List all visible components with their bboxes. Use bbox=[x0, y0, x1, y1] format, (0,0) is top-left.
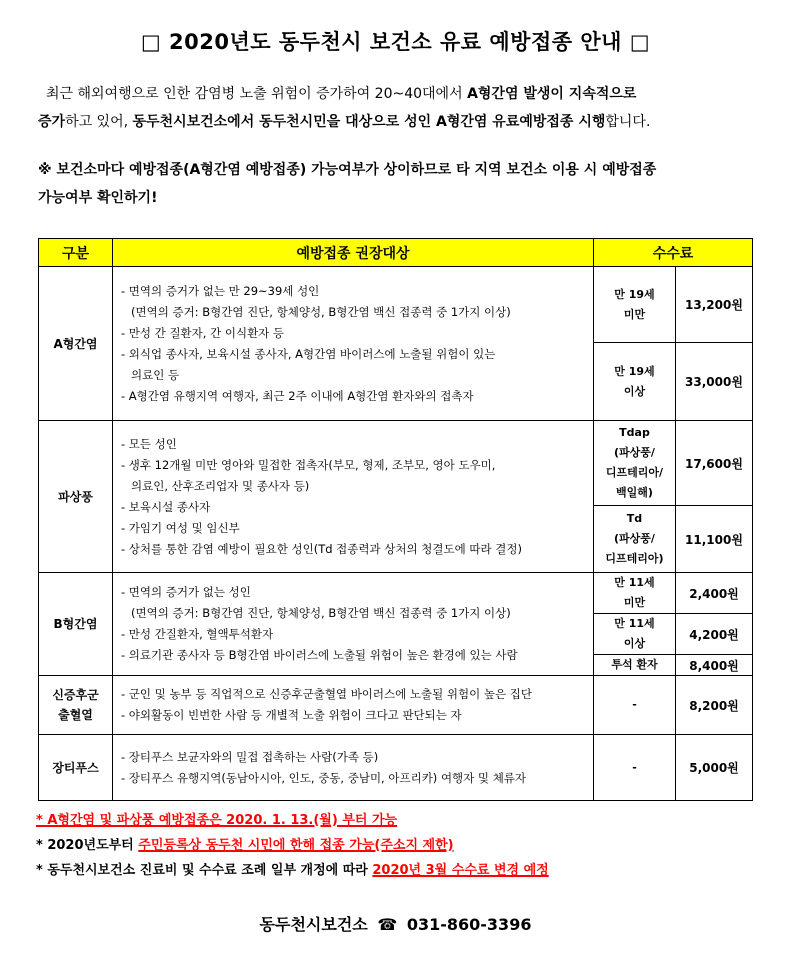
phone-icon: ☎ bbox=[377, 915, 398, 934]
age-group-cell: 만 19세 미만 bbox=[594, 267, 676, 343]
notice-line: ※ 보건소마다 예방접종(A형간염 예방접종) 가능여부가 상이하므로 타 지역 보건소 이용 시 예방접종 bbox=[38, 162, 657, 178]
target-line: - 의료기관 종사자 등 B형간염 바이러스에 노출될 위험이 높은 환경에 있는 사람 bbox=[121, 648, 518, 662]
table-header-row bbox=[39, 239, 753, 267]
age-group-cell: Td (파상풍/ 디프테리아) bbox=[594, 506, 676, 573]
target-line: - 만성 간 질환자, 간 이식환자 등 bbox=[121, 325, 285, 340]
intro-text: 합니다. bbox=[605, 114, 651, 130]
footnote-start-date: * A형간염 및 파상풍 예방접종은 2020. 1. 13.(월) 부터 가능 bbox=[36, 813, 398, 828]
footnote-residency: * 2020년도부터 주민등록상 동두천 시민에 한해 접종 가능(주소지 제한) bbox=[36, 838, 454, 853]
fee-cell: 17,600원 bbox=[676, 421, 753, 506]
organization-name: 동두천시보건소 bbox=[259, 915, 368, 934]
header-category: 구분 bbox=[39, 239, 113, 267]
category-cell: A형간염 bbox=[39, 267, 113, 421]
target-line: - 면역의 증거가 없는 성인 bbox=[121, 585, 251, 599]
table-row bbox=[39, 267, 753, 343]
intro-text: 하고 있어, bbox=[65, 114, 133, 130]
target-line: 의료인, 산후조리업자 및 종사자 등) bbox=[131, 478, 310, 493]
fee-cell: 8,200원 bbox=[676, 676, 753, 735]
target-line: - 군인 및 농부 등 직업적으로 신증후군출혈열 바이러스에 노출될 위험이 높은 집단 bbox=[121, 687, 532, 701]
table-row bbox=[39, 735, 753, 801]
fee-cell: 11,100원 bbox=[676, 506, 753, 573]
target-line: - 야외활동이 빈번한 사람 등 개별적 노출 위험이 크다고 판단되는 자 bbox=[121, 708, 462, 722]
intro-text: 최근 해외여행으로 인한 감염병 노출 위험이 증가하여 20~40대에서 bbox=[46, 86, 468, 102]
age-group-cell: - bbox=[594, 735, 676, 801]
target-cell bbox=[113, 267, 594, 421]
target-cell bbox=[113, 573, 594, 676]
target-line: - 장티푸스 보균자와의 밀접 접촉하는 사람(가족 등) bbox=[121, 749, 379, 764]
header-target: 예방접종 권장대상 bbox=[113, 239, 594, 267]
fee-cell: 33,000원 bbox=[676, 343, 753, 421]
target-line: 의료인 등 bbox=[131, 367, 180, 382]
category-cell: 신증후군 출혈열 bbox=[39, 676, 113, 735]
category-cell: 파상풍 bbox=[39, 421, 113, 573]
age-group-cell: 만 11세 이상 bbox=[594, 614, 676, 655]
page-title: □ 2020년도 동두천시 보건소 유료 예방접종 안내 □ bbox=[140, 30, 651, 54]
age-group-cell: Tdap (파상풍/ 디프테리아/ 백일해) bbox=[594, 421, 676, 506]
table-row bbox=[39, 421, 753, 506]
intro-emphasis: 증가 bbox=[38, 114, 66, 130]
target-cell bbox=[113, 735, 594, 801]
table-row bbox=[39, 676, 753, 735]
target-line: - A형간염 유행지역 여행자, 최근 2주 이내에 A형간염 환자와의 접촉자 bbox=[121, 388, 474, 403]
target-cell bbox=[113, 676, 594, 735]
target-line: - 생후 12개월 미만 영아와 밀접한 접촉자(부모, 형제, 조부모, 영아 도우미, bbox=[121, 457, 496, 472]
fee-cell: 13,200원 bbox=[676, 267, 753, 343]
phone-number: 031-860-3396 bbox=[406, 915, 532, 934]
target-line: - 모든 성인 bbox=[121, 436, 177, 451]
target-line: - 보육시설 종사자 bbox=[121, 499, 211, 514]
target-line: - 가임기 여성 및 임신부 bbox=[121, 520, 240, 535]
notice bbox=[38, 156, 758, 212]
footnotes bbox=[36, 808, 549, 883]
fee-cell: 4,200원 bbox=[676, 614, 753, 655]
footnote-fee-change: * 동두천시보건소 진료비 및 수수료 조례 일부 개정에 따라 2020년 3월 수수료 변경 예정 bbox=[36, 863, 549, 878]
target-line: - 장티푸스 유행지역(동남아시아, 인도, 중동, 중남미, 아프리카) 여행자 및 체류자 bbox=[121, 770, 527, 785]
fee-cell: 2,400원 bbox=[676, 573, 753, 614]
vaccination-table bbox=[38, 238, 753, 801]
target-cell bbox=[113, 421, 594, 573]
target-line: (면역의 증거: B형간염 진단, 항체양성, B형간염 백신 접종력 중 1가지 이상) bbox=[131, 304, 511, 319]
target-line: - 외식업 종사자, 보육시설 종사자, A형간염 바이러스에 노출될 위험이 있는 bbox=[121, 346, 496, 361]
category-cell: 장티푸스 bbox=[39, 735, 113, 801]
header-fee: 수수료 bbox=[594, 239, 753, 267]
age-group-cell: 만 11세 미만 bbox=[594, 573, 676, 614]
age-group-cell: 만 19세 이상 bbox=[594, 343, 676, 421]
intro-emphasis: A형간염 발생이 지속적으로 bbox=[467, 86, 637, 102]
table-row bbox=[39, 573, 753, 614]
contact-info bbox=[0, 912, 791, 935]
target-line: - 상처를 통한 감염 예방이 필요한 성인(Td 접종력과 상처의 청결도에 따라 결정) bbox=[121, 541, 522, 556]
fee-cell: 5,000원 bbox=[676, 735, 753, 801]
target-line: - 만성 간질환자, 혈액투석환자 bbox=[121, 627, 274, 641]
fee-cell: 8,400원 bbox=[676, 655, 753, 676]
target-line: (면역의 증거: B형간염 진단, 항체양성, B형간염 백신 접종력 중 1가지 이상) bbox=[131, 606, 511, 620]
intro-paragraph bbox=[38, 80, 758, 136]
notice-line: 가능여부 확인하기! bbox=[38, 190, 158, 206]
age-group-cell: 투석 환자 bbox=[594, 655, 676, 676]
age-group-cell: - bbox=[594, 676, 676, 735]
category-cell: B형간염 bbox=[39, 573, 113, 676]
target-line: - 면역의 증거가 없는 만 29~39세 성인 bbox=[121, 283, 320, 298]
intro-emphasis: 동두천시보건소에서 동두천시민을 대상으로 성인 A형간염 유료예방접종 시행 bbox=[132, 114, 606, 130]
